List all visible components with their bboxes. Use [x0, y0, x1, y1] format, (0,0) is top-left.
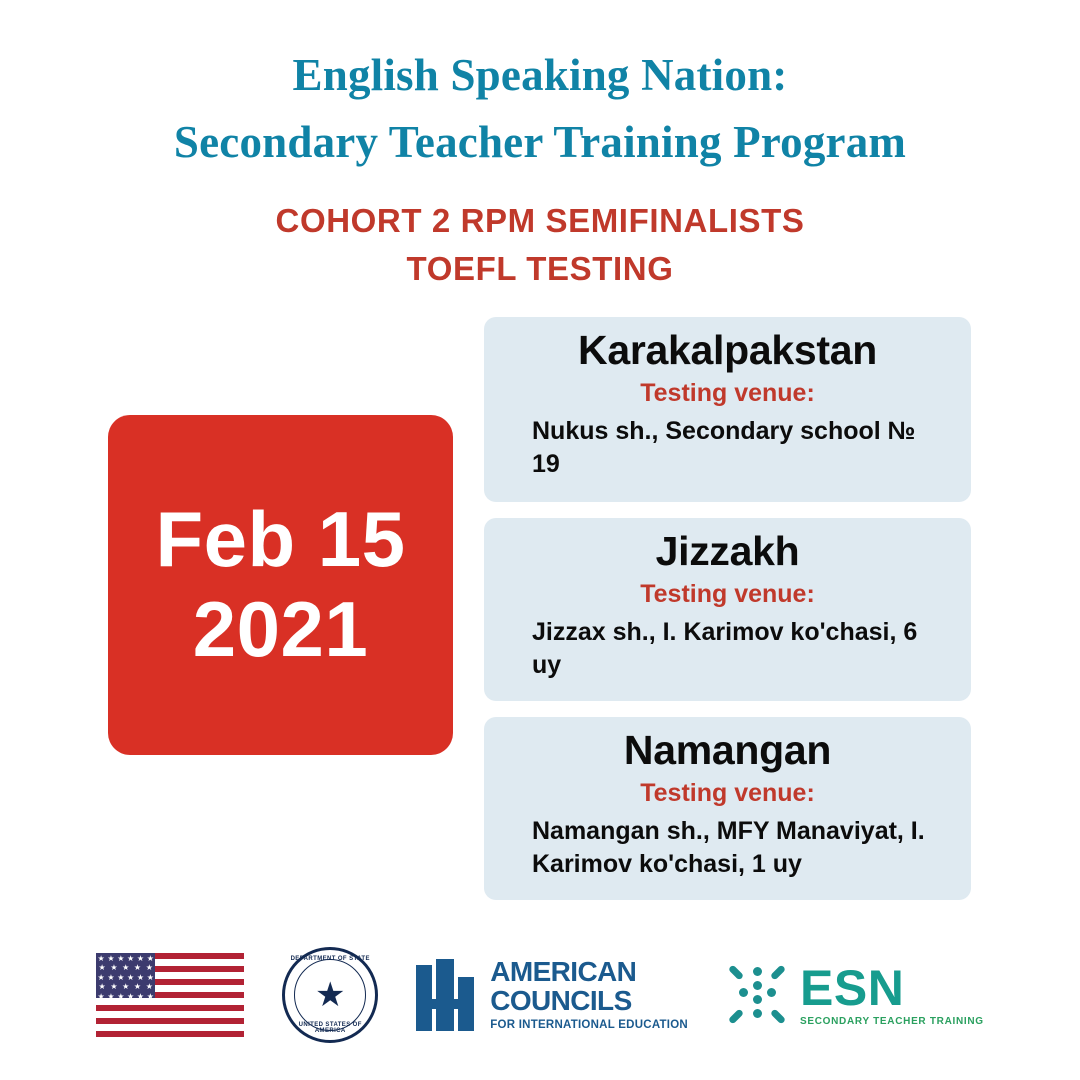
- venue-label: Testing venue:: [640, 379, 815, 408]
- venue-region-name: Namangan: [623, 726, 832, 773]
- us-flag-logo: [96, 953, 244, 1037]
- seal-bottom-text: UNITED STATES OF AMERICA: [298, 1022, 362, 1034]
- subtitle-line-1: COHORT 2 RPM SEMIFINALISTS: [275, 202, 805, 240]
- venue-region-name: Karakalpakstan: [578, 326, 877, 373]
- esn-mark-icon: [726, 963, 790, 1027]
- venue-address: Namangan sh., MFY Manaviyat, I. Karimov ko'chasi, 1 uy: [532, 817, 925, 878]
- esn-tagline: SECONDARY TEACHER TRAINING: [800, 1016, 984, 1027]
- esn-logo: [726, 960, 984, 1027]
- venue-card: [484, 717, 971, 900]
- esn-wordmark: ESN: [800, 960, 905, 1016]
- venue-list: [484, 317, 971, 916]
- seal-eagle-icon: ★: [294, 959, 366, 1031]
- year-text: 2021: [192, 584, 369, 673]
- state-department-seal-icon: [282, 947, 378, 1043]
- date-card: [108, 415, 453, 755]
- american-councils-line-2: COUNCILS: [490, 985, 632, 1017]
- date-text: Feb 15: [155, 495, 406, 584]
- poster-header: [0, 0, 1080, 293]
- american-councils-logo: [416, 958, 688, 1031]
- us-flag-icon: [96, 953, 244, 1037]
- seal-top-text: DEPARTMENT OF STATE: [290, 956, 370, 962]
- poster-subtitle: [0, 197, 1080, 293]
- program-title-line-1: English Speaking Nation:: [292, 50, 788, 100]
- poster-body: [0, 317, 1080, 917]
- venue-address: Nukus sh., Secondary school № 19: [532, 417, 916, 478]
- american-councils-line-3: FOR INTERNATIONAL EDUCATION: [490, 1018, 688, 1031]
- venue-card: [484, 317, 971, 502]
- venue-address: Jizzax sh., I. Karimov ko'chasi, 6 uy: [532, 618, 918, 679]
- american-councils-line-1: AMERICAN: [490, 956, 637, 988]
- program-title-line-2: Secondary Teacher Training Program: [173, 116, 907, 167]
- american-councils-mark-icon: [416, 959, 482, 1031]
- venue-region-name: Jizzakh: [655, 527, 800, 574]
- state-department-logo: [282, 947, 378, 1043]
- logo-footer: [0, 940, 1080, 1050]
- venue-card: [484, 518, 971, 701]
- venue-label: Testing venue:: [640, 580, 815, 609]
- venue-label: Testing venue:: [640, 779, 815, 808]
- flag-canton: ★ ★ ★ ★ ★ ★ ★ ★ ★ ★ ★ ★ ★ ★ ★ ★ ★ ★ ★ ★ ★ ★ ★ ★ ★ ★ ★ ★: [97, 953, 154, 1001]
- subtitle-line-2: TOEFL TESTING: [406, 250, 674, 288]
